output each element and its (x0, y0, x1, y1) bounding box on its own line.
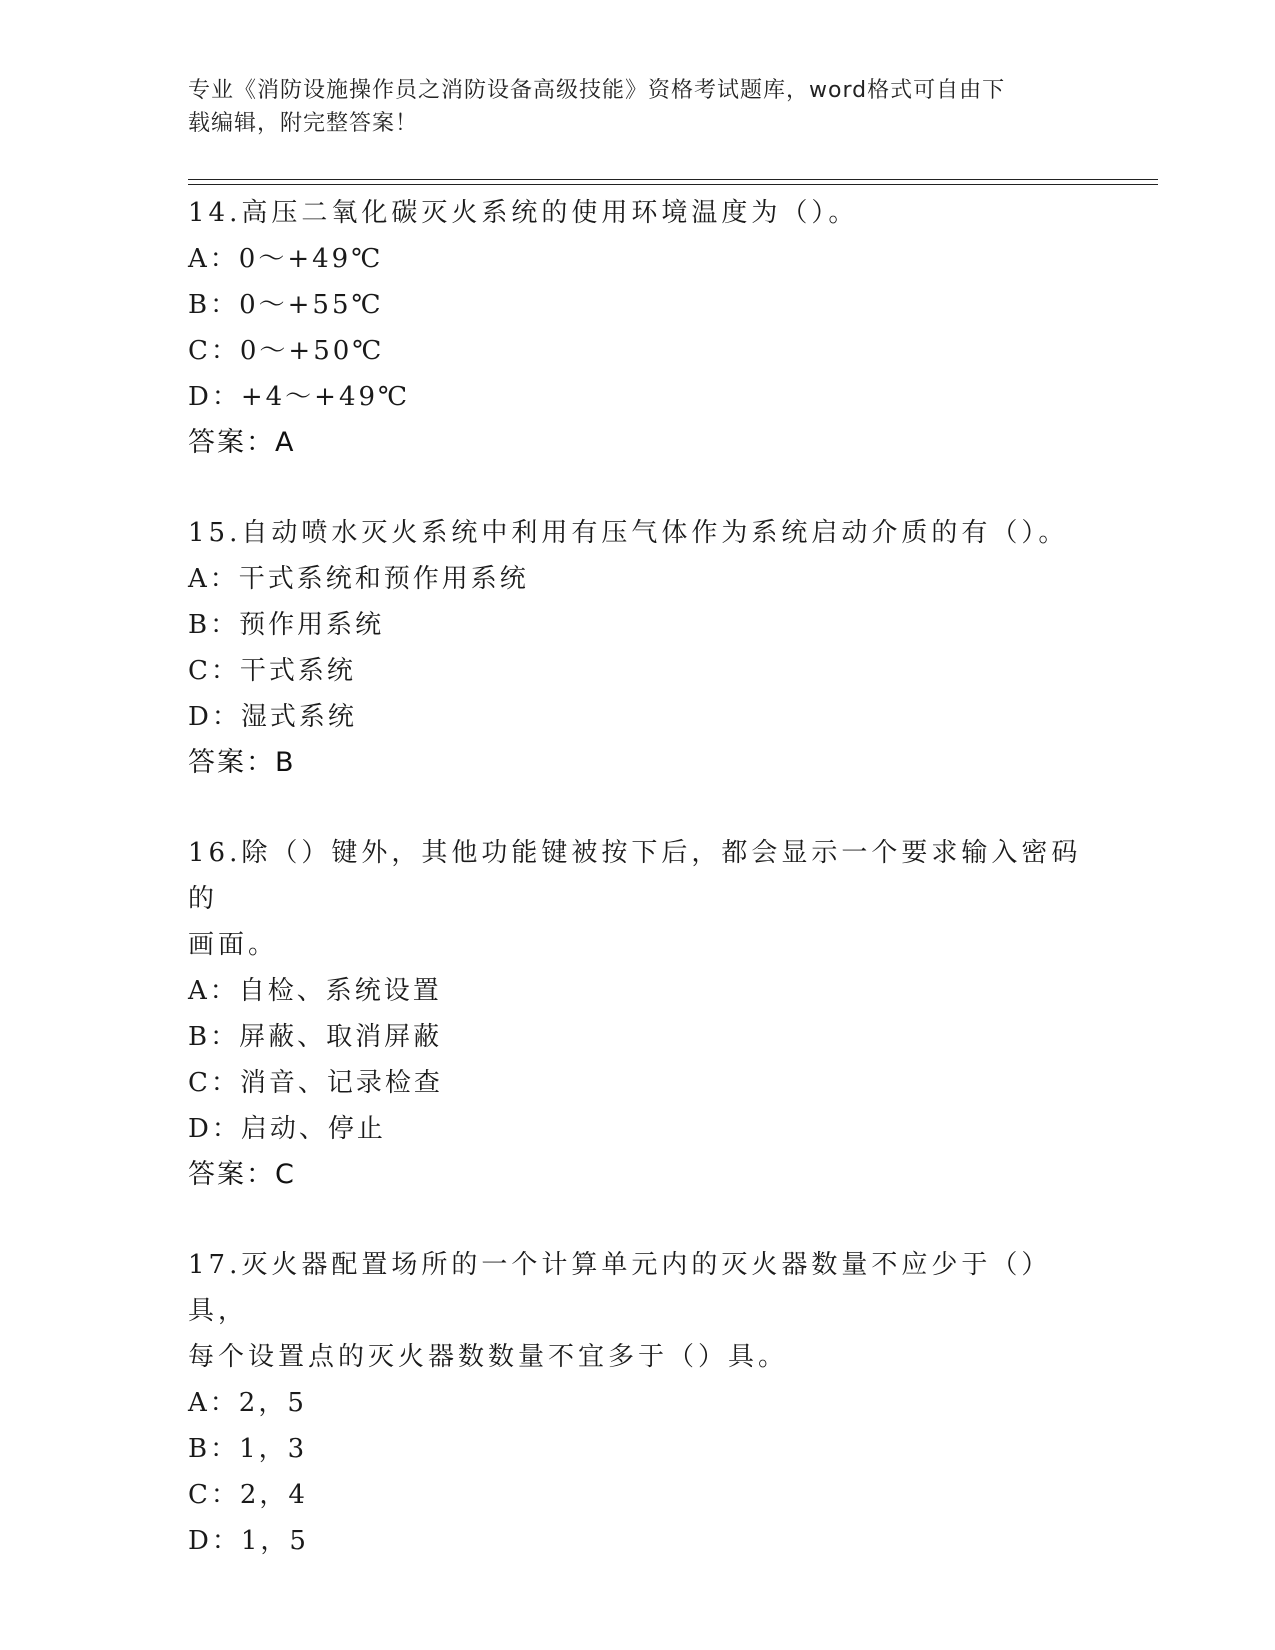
answer-label: 答案：A (188, 427, 296, 458)
option-b: B：屏蔽、取消屏蔽 (188, 1022, 443, 1052)
option-b: B：预作用系统 (188, 610, 385, 640)
option-a: A：0～+49℃ (188, 244, 384, 274)
option-d: D：启动、停止 (188, 1114, 386, 1144)
option-c: C：消音、记录检查 (188, 1068, 443, 1098)
option-c: C：2，4 (188, 1480, 308, 1510)
option-d: D：湿式系统 (188, 702, 357, 732)
option-a: A：干式系统和预作用系统 (188, 564, 529, 594)
question-14 (188, 190, 1088, 466)
question-stem: 17.灭火器配置场所的一个计算单元内的灭火器数量不应少于（）具， (188, 1250, 1052, 1326)
option-c: C：0～+50℃ (188, 336, 385, 366)
intro-line-1: 专业《消防设施操作员之消防设备高级技能》资格考试题库，word格式可自由下 (188, 78, 1006, 103)
header-divider-bottom (188, 184, 1158, 185)
option-d: D：+4～+49℃ (188, 382, 411, 412)
question-15 (188, 510, 1088, 786)
question-stem: 16.除（）键外，其他功能键被按下后，都会显示一个要求输入密码的 (188, 838, 1082, 914)
question-list (188, 190, 1088, 1608)
question-stem: 14.高压二氧化碳灭火系统的使用环境温度为（）。 (188, 198, 859, 228)
answer-label: 答案：C (188, 1159, 296, 1190)
question-17 (188, 1242, 1088, 1564)
option-b: B：1，3 (188, 1434, 308, 1464)
answer-label: 答案：B (188, 747, 296, 778)
question-stem-continued: 每个设置点的灭火器数数量不宜多于（）具。 (188, 1342, 789, 1372)
intro-line-2: 载编辑，附完整答案！ (188, 111, 419, 136)
option-a: A：2，5 (188, 1388, 307, 1418)
question-16 (188, 830, 1088, 1198)
option-d: D：1，5 (188, 1526, 309, 1556)
option-c: C：干式系统 (188, 656, 356, 686)
question-stem-continued: 画面。 (188, 930, 279, 960)
option-b: B：0～+55℃ (188, 290, 384, 320)
question-stem: 15.自动喷水灭火系统中利用有压气体作为系统启动介质的有（）。 (188, 518, 1069, 548)
option-a: A：自检、系统设置 (188, 976, 442, 1006)
document-intro (188, 74, 1088, 140)
header-divider-top (188, 179, 1158, 180)
